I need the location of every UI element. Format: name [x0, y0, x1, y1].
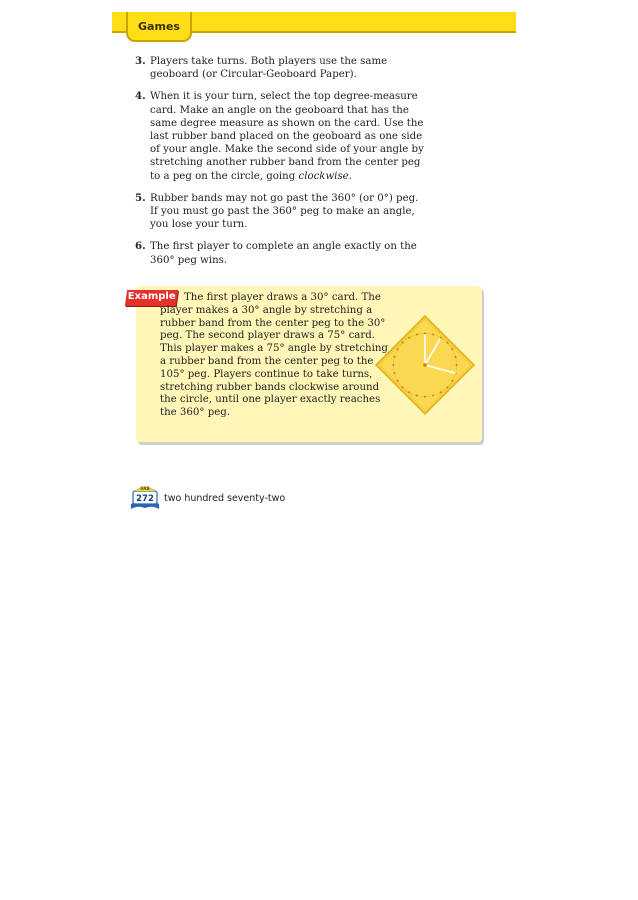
geoboard-peg: [416, 333, 418, 335]
center-peg: [423, 363, 427, 367]
geoboard-peg: [416, 395, 418, 397]
page-number-words: two hundred seventy-two: [164, 493, 286, 504]
step-number: 6.: [135, 240, 146, 253]
geoboard-peg: [402, 386, 404, 388]
example-tag-label: Example: [127, 291, 176, 302]
step-number: 3.: [135, 55, 146, 67]
step-text: When it is your turn, select the top degree-measure card. Make an angle on the geoboard that has the same degree measure as shown on the card. Use the last rubber band placed on the geoboard as one side of your angle. Make the second side of your angle by stretching another rubber band from the center peg to a peg on the circle, going: [150, 91, 424, 182]
example-text: The first player draws a 30° card. The player makes a 30° angle by stretching a rubber band from the center peg to the 30° peg. The second player draws a 75° card. This player makes a 75° angle by stretching a rubber band from the center peg to the 105° peg. Players continue to take turns, stretching rubber bands clockwise around the circle, until one player exactly reaches the 360° peg.: [160, 292, 388, 419]
geoboard-peg: [446, 342, 448, 344]
geoboard-peg: [397, 380, 399, 382]
srb-book-icon: [129, 482, 161, 512]
page-number: 272: [136, 494, 154, 504]
list-item: [135, 240, 425, 266]
section-tab-label: Games: [138, 20, 180, 33]
list-item: [135, 55, 425, 81]
geoboard-peg: [451, 380, 453, 382]
geoboard-peg: [424, 396, 426, 398]
geoboard-peg: [451, 348, 453, 350]
geoboard-peg: [455, 356, 457, 358]
step-text: Rubber bands may not go past the 360° (or 0°) peg. If you must go past the 360° peg to make an angle, you lose your turn.: [150, 192, 419, 231]
geoboard-peg: [440, 337, 442, 339]
geoboard-peg: [440, 391, 442, 393]
step-number: 5.: [135, 191, 146, 204]
step-number: 4.: [135, 90, 146, 103]
geoboard-peg: [432, 395, 434, 397]
badge-label: SRB: [140, 486, 150, 491]
step-text: The first player to complete an angle exactly on the 360° peg wins.: [150, 241, 417, 266]
step-text: Players take turns. Both players use the same geoboard (or Circular-Geoboard Paper).: [150, 56, 388, 81]
list-item: [135, 90, 425, 182]
section-tab: [126, 12, 192, 42]
step-text-end: .: [348, 170, 352, 182]
geoboard-peg: [392, 364, 394, 366]
geoboard-peg: [456, 364, 458, 366]
geoboard-peg: [432, 333, 434, 335]
geoboard-peg: [402, 342, 404, 344]
geoboard-peg: [393, 356, 395, 358]
geoboard-peg: [424, 332, 426, 334]
list-item: [135, 192, 425, 232]
geoboard-peg: [408, 391, 410, 393]
geoboard-peg: [408, 337, 410, 339]
rules-list: [135, 55, 425, 276]
geoboard-peg: [446, 386, 448, 388]
geoboard-peg: [393, 372, 395, 374]
circular-geoboard-illustration: [374, 314, 476, 416]
geoboard-peg: [397, 348, 399, 350]
step-emphasis: clockwise: [298, 170, 349, 182]
